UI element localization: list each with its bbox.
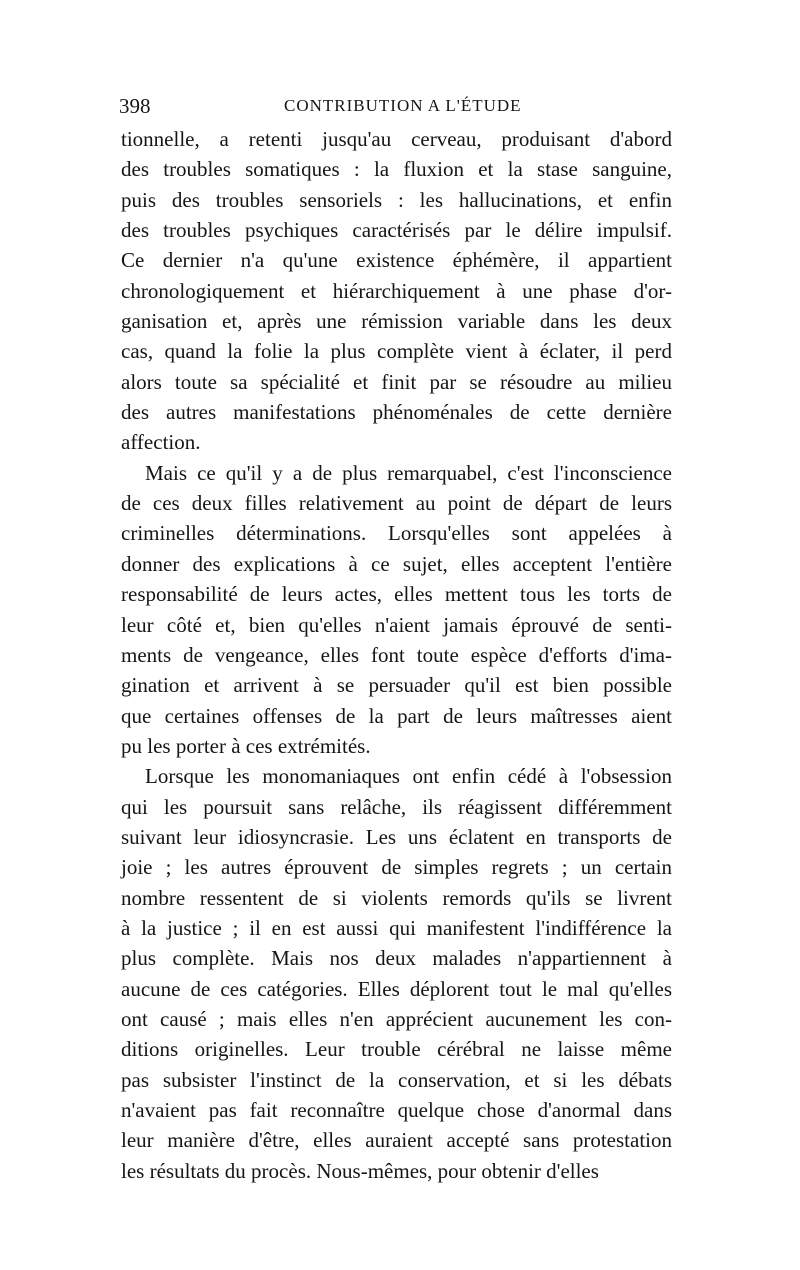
text-line: de ces deux filles relativement au point de départ de leurs: [121, 491, 672, 516]
text-line: criminelles déterminations. Lorsqu'elles sont appelées à: [121, 521, 672, 546]
text-line: alors toute sa spécialité et finit par se résoudre au milieu: [121, 369, 672, 394]
text-line: des autres manifestations phénoménales de cette dernière: [121, 400, 672, 425]
text-line: donner des explications à ce sujet, elles acceptent l'entière: [121, 551, 672, 576]
text-line: leur manière d'être, elles auraient accepté sans protestation: [121, 1128, 672, 1153]
text-line: cas, quand la folie la plus complète vient à éclater, il perd: [121, 339, 672, 364]
paragraph: [121, 458, 672, 761]
text-line: affection.: [121, 430, 201, 455]
text-line: pas subsister l'instinct de la conservation, et si les débats: [121, 1067, 672, 1092]
text-line: tionnelle, a retenti jusqu'au cerveau, produisant d'abord: [121, 127, 672, 151]
text-line: aucune de ces catégories. Elles déplorent tout le mal qu'elles: [121, 976, 672, 1001]
text-line: leur côté et, bien qu'elles n'aient jamais éprouvé de senti-: [121, 612, 672, 637]
page-number: 398: [119, 94, 151, 118]
text-line: des troubles psychiques caractérisés par le délire impulsif.: [121, 218, 672, 243]
text-line: ganisation et, après une rémission variable dans les deux: [121, 309, 672, 334]
text-line: nombre ressentent de si violents remords qu'ils se livrent: [121, 885, 672, 910]
text-body: [121, 124, 672, 1186]
text-line: Lorsque les monomaniaques ont enfin cédé à l'obsession: [145, 764, 672, 789]
text-line: les résultats du procès. Nous-mêmes, pour obtenir d'elles: [121, 1158, 599, 1183]
text-line: gination et arrivent à se persuader qu'il est bien possible: [121, 673, 672, 698]
text-line: puis des troubles sensoriels : les hallucinations, et enfin: [121, 187, 672, 212]
text-line: responsabilité de leurs actes, elles mettent tous les torts de: [121, 582, 672, 607]
text-line: à la justice ; il en est aussi qui manifestent l'indifférence la: [121, 915, 672, 940]
text-line: ditions originelles. Leur trouble cérébral ne laisse même: [121, 1037, 672, 1062]
text-line: que certaines offenses de la part de leurs maîtresses aient: [121, 703, 672, 728]
text-line: Mais ce qu'il y a de plus remarquabel, c'est l'inconscience: [145, 460, 672, 485]
text-line: des troubles somatiques : la fluxion et la stase sanguine,: [121, 157, 672, 182]
text-line: pu les porter à ces extrémités.: [121, 733, 371, 758]
running-title: CONTRIBUTION A L'ÉTUDE: [284, 96, 522, 115]
text-line: chronologiquement et hiérarchiquement à une phase d'or-: [121, 278, 672, 303]
text-line: plus complète. Mais nos deux malades n'appartiennent à: [121, 946, 672, 971]
text-line: joie ; les autres éprouvent de simples regrets ; un certain: [121, 855, 672, 880]
paragraph: [121, 761, 672, 1186]
text-line: ments de vengeance, elles font toute espèce d'efforts d'ima-: [121, 642, 672, 667]
text-line: suivant leur idiosyncrasie. Les uns éclatent en transports de: [121, 824, 672, 849]
paragraph: [121, 124, 672, 458]
text-line: Ce dernier n'a qu'une existence éphémère, il appartient: [121, 248, 672, 273]
running-head: [119, 94, 685, 118]
text-line: n'avaient pas fait reconnaître quelque chose d'anormal dans: [121, 1098, 672, 1122]
text-line: qui les poursuit sans relâche, ils réagissent différemment: [121, 794, 672, 819]
text-line: ont causé ; mais elles n'en apprécient aucunement les con-: [121, 1006, 672, 1031]
